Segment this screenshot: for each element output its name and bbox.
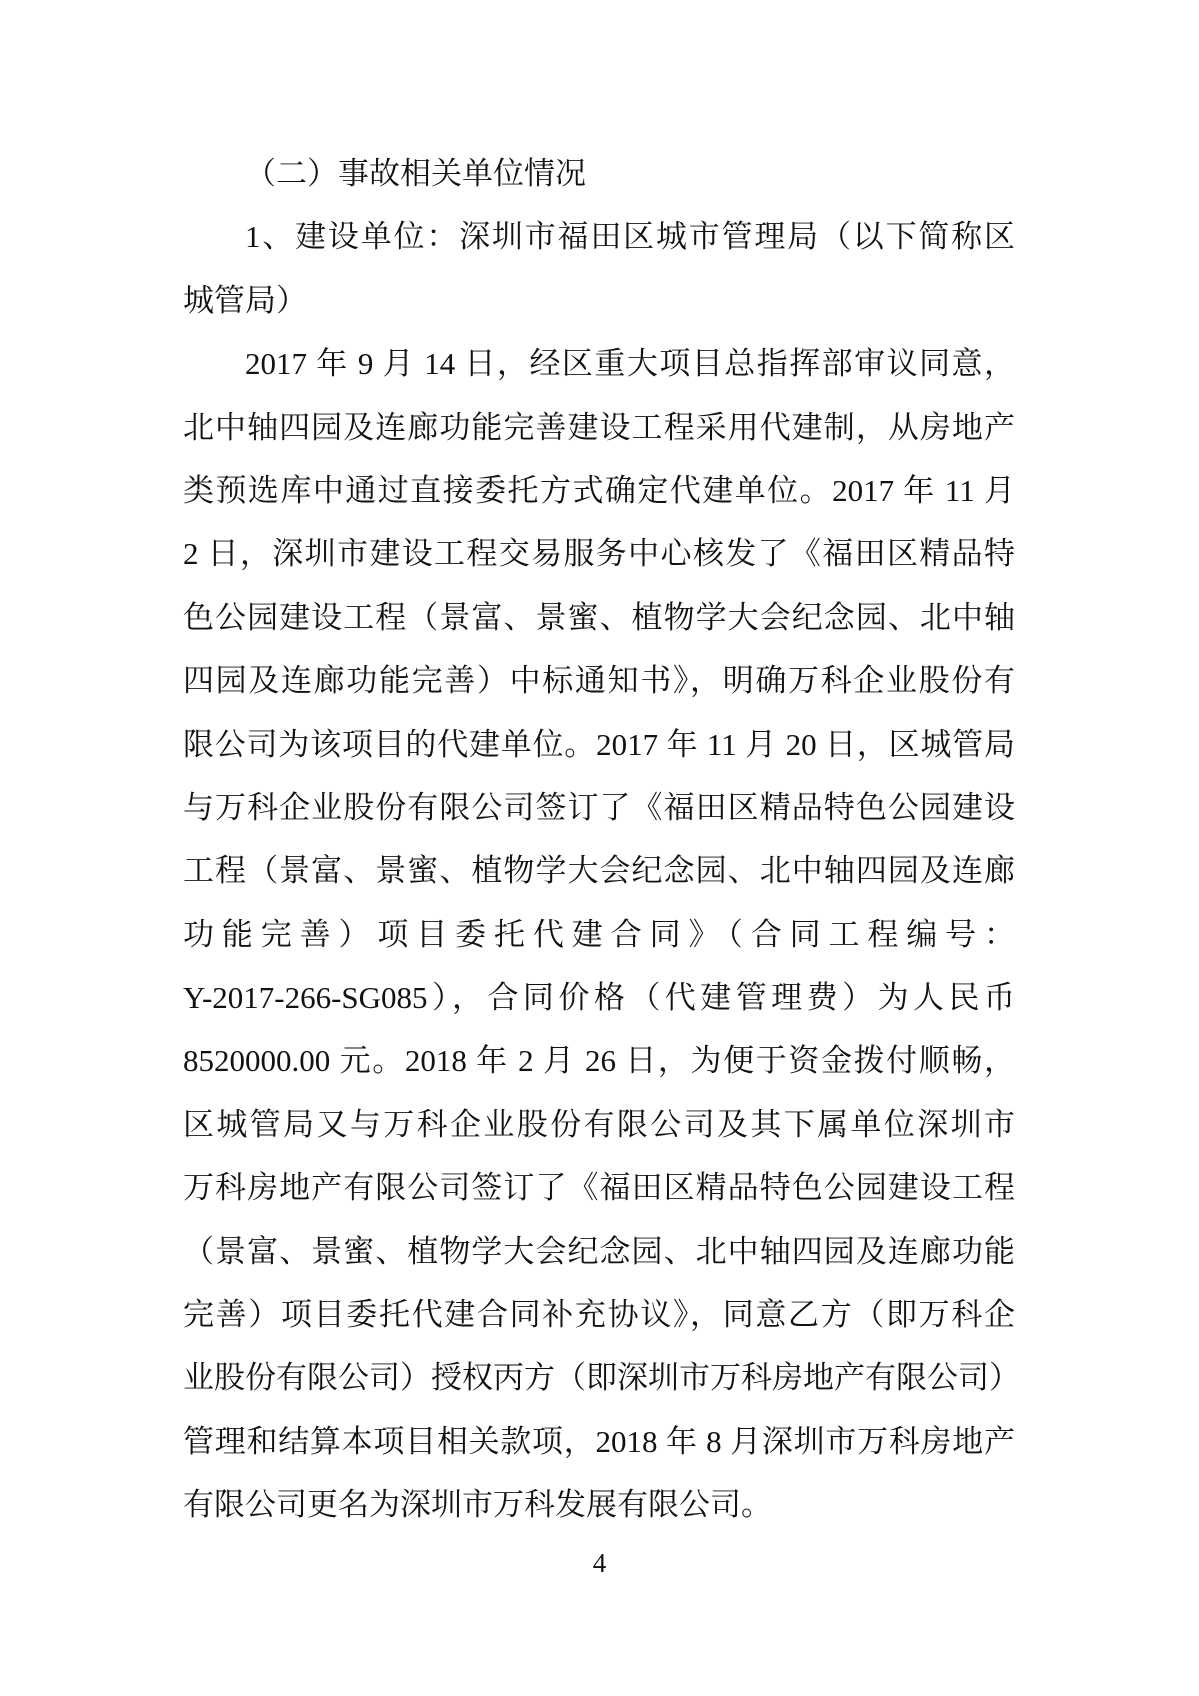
text-line: 2 日，深圳市建设工程交易服务中心核发了《福田区精品特 bbox=[183, 536, 1015, 572]
text-line: 区城管局又与万科企业股份有限公司及其下属单位深圳市 bbox=[183, 1106, 1015, 1142]
text-line: 2017 年 9 月 14 日，经区重大项目总指挥部审议同意， bbox=[245, 346, 1015, 382]
text-line: 有限公司更名为深圳市万科发展有限公司。 bbox=[183, 1487, 772, 1523]
text-line: 四园及连廊功能完善）中标通知书》，明确万科企业股份有 bbox=[183, 663, 1015, 699]
text-line: 功能完善）项目委托代建合同》（合同工程编号： bbox=[183, 916, 1015, 952]
text-line: 色公园建设工程（景富、景蜜、植物学大会纪念园、北中轴 bbox=[183, 599, 1015, 635]
text-line: 8520000.00 元。2018 年 2 月 26 日，为便于资金拨付顺畅， bbox=[183, 1043, 1015, 1079]
text-line: 业股份有限公司）授权丙方（即深圳市万科房地产有限公司） bbox=[183, 1360, 1020, 1396]
text-line: Y-2017-266-SG085），合同价格（代建管理费）为人民币 bbox=[183, 980, 1015, 1016]
text-line: 工程（景富、景蜜、植物学大会纪念园、北中轴四园及连廊 bbox=[183, 853, 1015, 889]
text-line: 城管局） bbox=[183, 282, 307, 318]
text-line: 限公司为该项目的代建单位。2017 年 11 月 20 日，区城管局 bbox=[183, 726, 1015, 762]
text-line: 完善）项目委托代建合同补充协议》，同意乙方（即万科企 bbox=[183, 1297, 1015, 1333]
document-body bbox=[183, 142, 1020, 1537]
text-line: 北中轴四园及连廊功能完善建设工程采用代建制，从房地产 bbox=[183, 409, 1015, 445]
text-line: 与万科企业股份有限公司签订了《福田区精品特色公园建设 bbox=[183, 789, 1015, 825]
text-line: 管理和结算本项目相关款项，2018 年 8 月深圳市万科房地产 bbox=[183, 1423, 1015, 1459]
text-line: 1、建设单位：深圳市福田区城市管理局（以下简称区 bbox=[245, 219, 1015, 255]
text-line: 类预选库中通过直接委托方式确定代建单位。2017 年 11 月 bbox=[183, 472, 1015, 508]
page-number: 4 bbox=[592, 1548, 607, 1578]
section-heading: （二）事故相关单位情况 bbox=[245, 156, 586, 191]
text-line: （景富、景蜜、植物学大会纪念园、北中轴四园及连廊功能 bbox=[183, 1233, 1015, 1269]
text-line: 万科房地产有限公司签订了《福田区精品特色公园建设工程 bbox=[183, 1170, 1015, 1206]
